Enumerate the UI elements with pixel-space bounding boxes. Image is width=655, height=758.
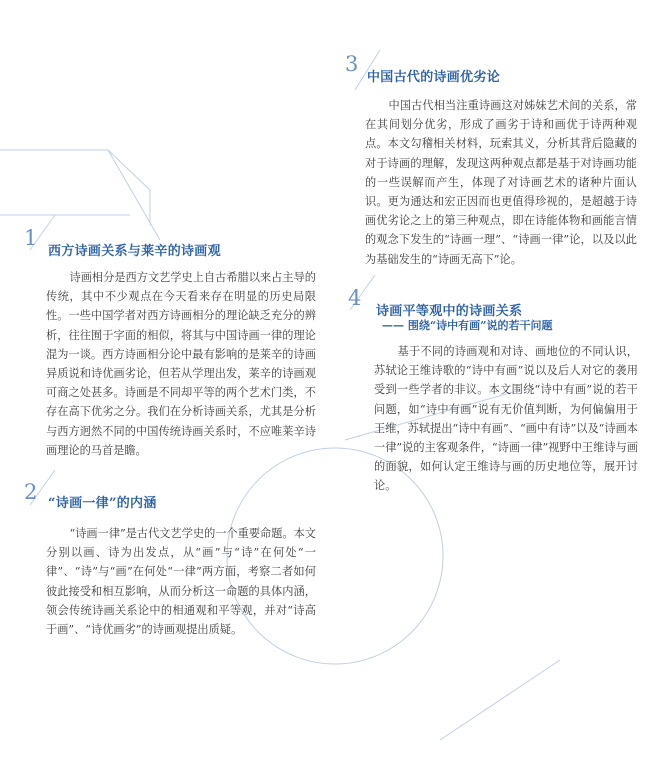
- section-3-body: 中国古代相当注重诗画这对姊妹艺术间的关系，常在其间划分优劣，形成了画劣于诗和画优于诗两种观点。本文勾稽相关材料，玩索其义，分析其背后隐藏的对于诗画的理解，发现这两种观点都是基于对诗画功能的一些误解而产生，体现了对诗画艺术的诸种片面认识。更为通达和宏正因而也更值得珍视的，是超越于诗画优劣论之上的第三种观点，即在诗能体物和画能言情的观念下发生的“诗画一理”、“诗画一律”论，以及以此为基础发生的“诗画无高下”论。: [365, 99, 637, 266]
- section-2-body: “诗画一律”是古代文艺学史的一个重要命题。本文分别以画、诗为出发点，从“画”与“诗”在何处“一律”、“诗”与“画”在何处“一律”两方面，考察二者如何彼此接受和相互影响，从而分析这一命题的具体内涵，领会传统诗画关系论中的相通观和平等观，并对“诗高于画”、“诗优画劣”的诗画观提出质疑。: [46, 527, 316, 637]
- section-1-body: 诗画相分是西方文艺学史上自古希腊以来占主导的传统，其中不少观点在今天看来存在明显的历史局限性。一些中国学者对西方诗画相分的理论缺乏充分的辨析，往往囿于字面的相似，将其与中国诗画一律的理论混为一谈。西方诗画相分论中最有影响的是莱辛的诗画异质说和诗优画劣论，但若从学理出发，莱辛的诗画观可商之处甚多。诗画是不同却平等的两个艺术门类，不存在高下优劣之分。我们在分析诗画关系，尤其是分析与西方迥然不同的中国传统诗画关系时，不应唯莱辛诗画理论的马首是瞻。: [46, 271, 316, 457]
- section-4-subtitle: —— 围绕“诗中有画”说的若干问题: [382, 319, 553, 332]
- section-2-header: [24, 480, 316, 512]
- section-4-title: 诗画平等观中的诗画关系: [376, 304, 523, 319]
- section-4: [348, 286, 638, 496]
- hexagon-outline: [0, 150, 150, 225]
- section-1-title: 西方诗画关系与莱辛的诗画观: [48, 244, 221, 259]
- section-3-title: 中国古代的诗画优劣论: [367, 70, 501, 85]
- diagonal-line-2: [440, 660, 560, 740]
- section-4-header: [348, 286, 638, 332]
- section-2-number: 2: [24, 480, 38, 504]
- section-1: [24, 226, 316, 460]
- section-1-header: [24, 226, 316, 259]
- section-3-number: 3: [345, 52, 359, 76]
- section-2-title: “诗画一律”的内涵: [48, 496, 157, 511]
- section-4-body: 基于不同的诗画观和对诗、画地位的不同认识，苏轼论王维诗歌的“诗中有画”说以及后人对它的袭用受到一些学者的非议。本文围绕“诗中有画”说的若干问题，如“诗中有画”说有无价值判断，为何偏偏用于王维，苏轼提出“诗中有画”、“画中有诗”以及“诗画本一律”说的主客观条件，“诗画一律”视野中王维诗与画的面貌，如何认定王维诗与画的历史地位等，展开讨论。: [374, 345, 638, 493]
- section-3: [345, 52, 637, 269]
- section-2: [24, 480, 316, 639]
- section-3-header: [345, 52, 637, 85]
- section-4-number: 4: [348, 286, 362, 310]
- hexagon-diagonal-line: [108, 150, 160, 240]
- section-1-number: 1: [24, 226, 38, 250]
